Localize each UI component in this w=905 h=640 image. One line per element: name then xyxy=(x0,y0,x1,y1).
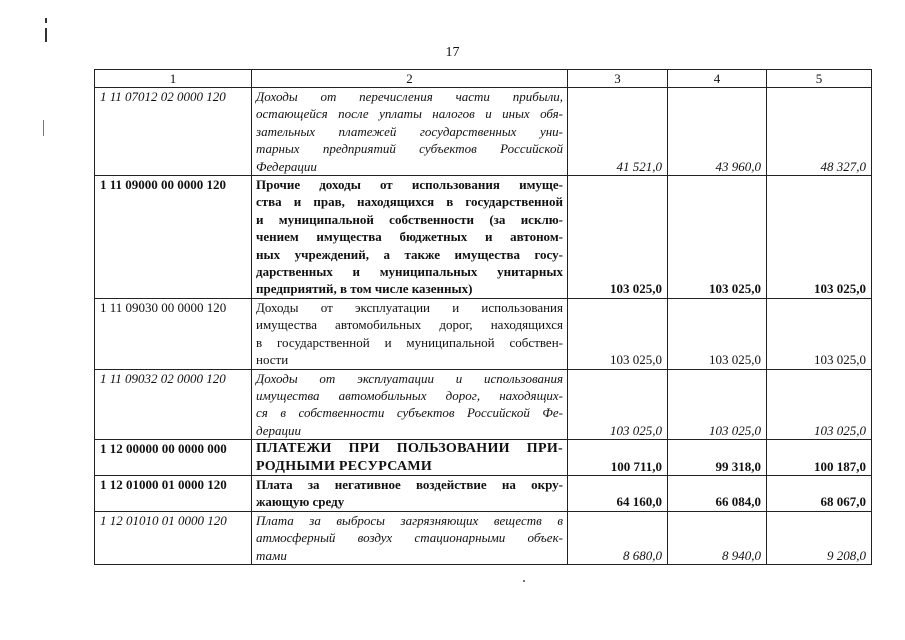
budget-code-cell: 1 12 00000 00 0000 000 xyxy=(95,440,252,476)
column-header: 4 xyxy=(668,70,767,88)
table-row xyxy=(95,298,872,369)
amount-year-1-cell: 100 711,0 xyxy=(568,440,668,476)
description-line: дерации xyxy=(256,422,302,438)
amount-year-3-cell: 103 025,0 xyxy=(767,176,872,299)
scan-dot xyxy=(523,580,525,582)
description-line: предприятий, в том числе казенных) xyxy=(256,281,473,297)
amount-year-1-cell: 103 025,0 xyxy=(568,369,668,440)
table-header-row xyxy=(95,70,872,88)
description-line: в государственной и муниципальной собствен- xyxy=(256,334,563,350)
table-row xyxy=(95,369,872,440)
table-row xyxy=(95,88,872,176)
revenue-table xyxy=(94,69,872,565)
amount-year-2-cell: 43 960,0 xyxy=(668,88,767,176)
description-cell xyxy=(252,475,568,511)
amount-year-1-cell: 41 521,0 xyxy=(568,88,668,176)
description-line: жающую среду xyxy=(256,494,345,510)
description-line: тарных предприятий субъектов Российской xyxy=(256,141,563,157)
budget-code-cell: 1 11 09032 02 0000 120 xyxy=(95,369,252,440)
amount-year-1-cell: 8 680,0 xyxy=(568,511,668,564)
description-line: Прочие доходы от использования имуще- xyxy=(256,177,563,193)
budget-code-cell: 1 11 07012 02 0000 120 xyxy=(95,88,252,176)
description-line: Доходы от эксплуатации и использования xyxy=(256,299,563,315)
amount-year-1-cell: 103 025,0 xyxy=(568,298,668,369)
margin-mark-top xyxy=(45,28,47,42)
amount-year-3-cell: 103 025,0 xyxy=(767,298,872,369)
column-header: 2 xyxy=(252,70,568,88)
amount-year-2-cell: 99 318,0 xyxy=(668,440,767,476)
table-row xyxy=(95,440,872,476)
description-line: ства и прав, находящихся в государственной xyxy=(256,194,563,210)
description-line: ных учреждений, а также имущества госу- xyxy=(256,246,563,262)
description-cell xyxy=(252,511,568,564)
table-row xyxy=(95,511,872,564)
description-line: ности xyxy=(256,352,289,368)
amount-year-2-cell: 103 025,0 xyxy=(668,176,767,299)
description-cell xyxy=(252,298,568,369)
description-line: ся в собственности субъектов Российской Фе- xyxy=(256,405,563,421)
page-number: 17 xyxy=(445,45,460,60)
description-line: и муниципальной собственности (за исклю- xyxy=(256,211,563,227)
description-line: атмосферный воздух стационарными объек- xyxy=(256,530,563,546)
description-line: чением имущества бюджетных и автоном- xyxy=(256,229,563,245)
margin-mark-middle xyxy=(43,120,44,136)
budget-code-cell: 1 11 09000 00 0000 120 xyxy=(95,176,252,299)
budget-code-cell: 1 12 01000 01 0000 120 xyxy=(95,475,252,511)
description-line: дарственных и муниципальных унитарных xyxy=(256,264,563,280)
amount-year-3-cell: 100 187,0 xyxy=(767,440,872,476)
description-cell xyxy=(252,369,568,440)
description-line: зательных платежей государственных уни- xyxy=(256,123,563,139)
description-line: имущества автомобильных дорог, находящих- xyxy=(256,387,563,403)
amount-year-3-cell: 68 067,0 xyxy=(767,475,872,511)
budget-code-cell: 1 12 01010 01 0000 120 xyxy=(95,511,252,564)
description-cell xyxy=(252,440,568,476)
table-row xyxy=(95,475,872,511)
description-line: Плата за негативное воздействие на окру- xyxy=(256,476,563,492)
amount-year-3-cell: 103 025,0 xyxy=(767,369,872,440)
description-line: Доходы от эксплуатации и использования xyxy=(256,370,563,386)
description-line: имущества автомобильных дорог, находящихся xyxy=(256,317,563,333)
description-line: РОДНЫМИ РЕСУРСАМИ xyxy=(256,458,433,474)
amount-year-1-cell: 64 160,0 xyxy=(568,475,668,511)
table-row xyxy=(95,176,872,299)
description-line: тами xyxy=(256,547,287,563)
description-cell xyxy=(252,88,568,176)
column-header: 1 xyxy=(95,70,252,88)
description-line: Плата за выбросы загрязняющих веществ в xyxy=(256,512,563,528)
amount-year-2-cell: 66 084,0 xyxy=(668,475,767,511)
amount-year-2-cell: 103 025,0 xyxy=(668,298,767,369)
column-header: 3 xyxy=(568,70,668,88)
amount-year-2-cell: 103 025,0 xyxy=(668,369,767,440)
description-line: остающейся после уплаты налогов и иных обя- xyxy=(256,106,563,122)
column-header: 5 xyxy=(767,70,872,88)
margin-mark-top-small xyxy=(45,18,47,23)
description-cell xyxy=(252,176,568,299)
budget-code-cell: 1 11 09030 00 0000 120 xyxy=(95,298,252,369)
amount-year-2-cell: 8 940,0 xyxy=(668,511,767,564)
description-line: ПЛАТЕЖИ ПРИ ПОЛЬЗОВАНИИ ПРИ- xyxy=(256,441,563,457)
amount-year-3-cell: 48 327,0 xyxy=(767,88,872,176)
amount-year-3-cell: 9 208,0 xyxy=(767,511,872,564)
description-line: Доходы от перечисления части прибыли, xyxy=(256,89,563,104)
amount-year-1-cell: 103 025,0 xyxy=(568,176,668,299)
description-line: Федерации xyxy=(256,158,317,174)
